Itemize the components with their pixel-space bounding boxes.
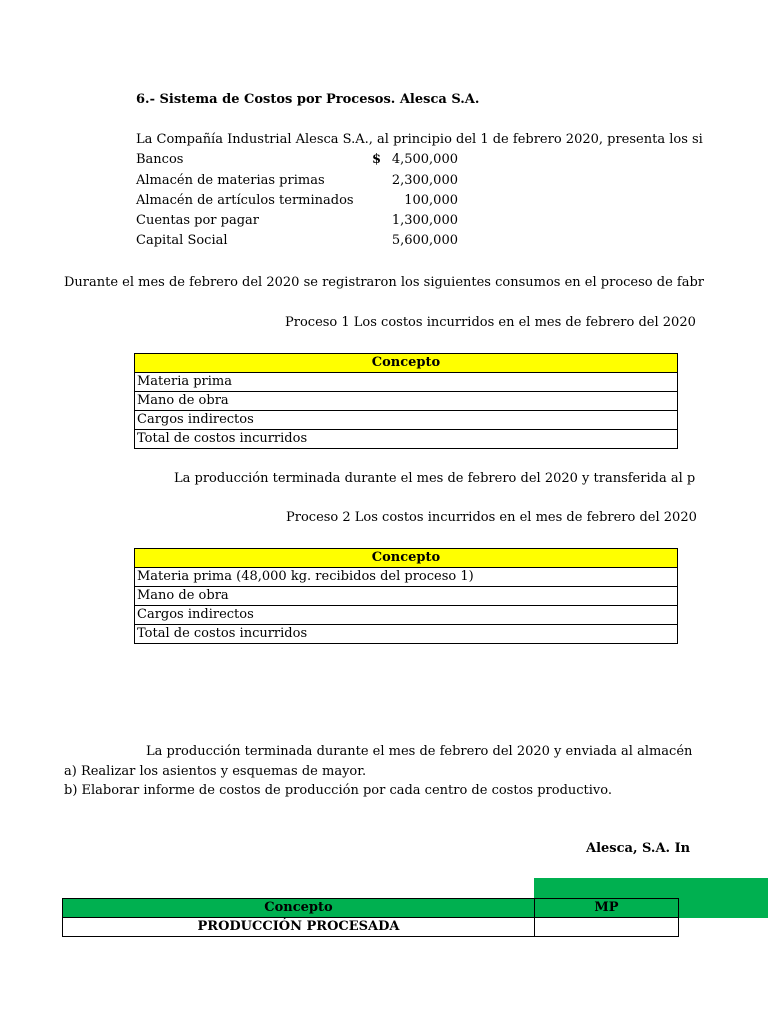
table-row: Materia prima	[135, 373, 678, 392]
table-cell-empty	[535, 918, 679, 937]
task-b: b) Elaborar informe de costos de producción por cada centro de costos productivo.	[64, 783, 613, 798]
transfer-text: La producción terminada durante el mes de febrero del 2020 y transferida al p	[174, 471, 696, 486]
balance-label: Capital Social	[136, 233, 228, 248]
task-a: a) Realizar los asientos y esquemas de mayor.	[64, 764, 367, 779]
table-row: Materia prima (48,000 kg. recibidos del proceso 1)	[135, 568, 678, 587]
process1-table	[134, 353, 678, 449]
finished-text: La producción terminada durante el mes de febrero del 2020 y enviada al almacén	[146, 744, 693, 759]
process1-header: Concepto	[135, 354, 678, 373]
process2-heading: Proceso 2 Los costos incurridos en el mes de febrero del 2020	[286, 510, 697, 525]
balance-label: Bancos	[136, 152, 184, 167]
balance-amount: 5,600,000	[391, 233, 458, 248]
process1-heading: Proceso 1 Los costos incurridos en el mes de febrero del 2020	[285, 315, 696, 330]
balance-amount: 1,300,000	[391, 213, 458, 228]
report-table	[62, 898, 679, 937]
balance-label: Cuentas por pagar	[136, 213, 260, 228]
report-col-mp: MP	[535, 899, 679, 918]
table-row: Total de costos incurridos	[135, 430, 678, 449]
consumption-text: Durante el mes de febrero del 2020 se registraron los siguientes consumos en el proceso de fabr	[64, 275, 704, 290]
report-col-concept: Concepto	[63, 899, 535, 918]
table-row: Mano de obra	[135, 392, 678, 411]
balance-label: Almacén de materias primas	[136, 173, 325, 188]
table-row: PRODUCCIÓN PROCESADA	[63, 918, 535, 937]
report-heading: Alesca, S.A. In	[586, 841, 691, 856]
table-row: Total de costos incurridos	[135, 625, 678, 644]
table-row: Cargos indirectos	[135, 411, 678, 430]
process2-header: Concepto	[135, 549, 678, 568]
page-title: 6.- Sistema de Costos por Procesos. Alesca S.A.	[136, 92, 480, 107]
table-row: Cargos indirectos	[135, 606, 678, 625]
process2-table	[134, 548, 678, 644]
table-row: Mano de obra	[135, 587, 678, 606]
intro-text: La Compañía Industrial Alesca S.A., al principio del 1 de febrero 2020, presenta los si	[136, 132, 703, 147]
balance-amount: 100,000	[404, 193, 458, 208]
balance-amount: 2,300,000	[391, 173, 458, 188]
balance-amount: 4,500,000	[391, 152, 458, 167]
balance-currency: $	[372, 152, 382, 167]
balance-label: Almacén de artículos terminados	[136, 193, 354, 208]
